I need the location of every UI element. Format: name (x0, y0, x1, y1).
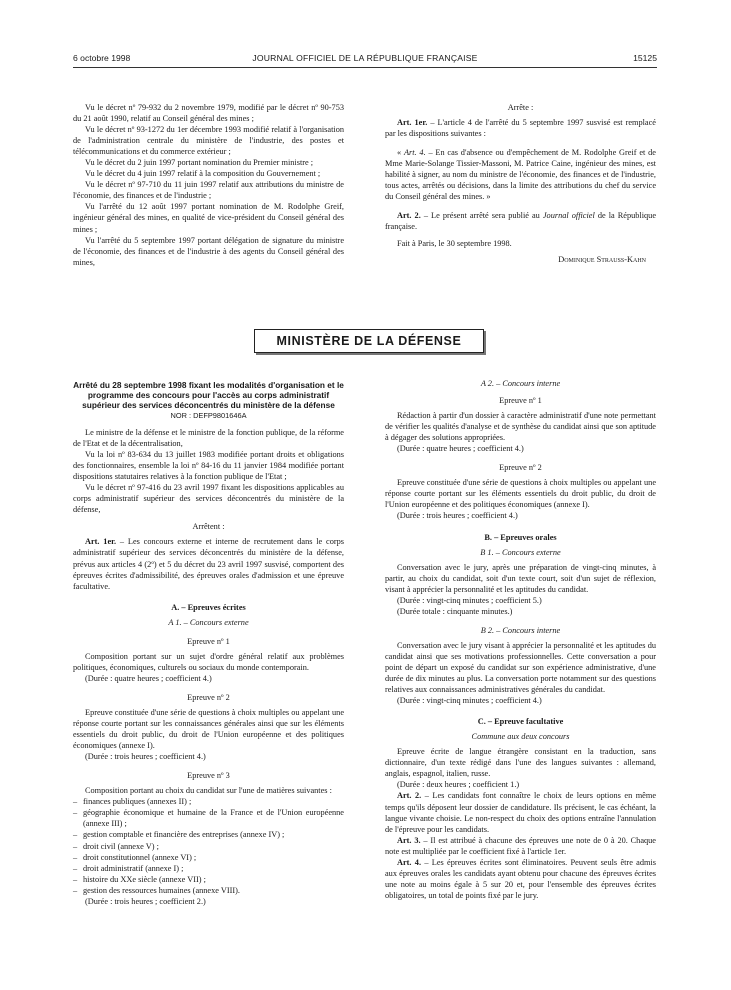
article-label: Art. 2. (397, 211, 421, 221)
intro-paragraph: Vu la loi nº 83-634 du 13 juillet 1983 modifiée portant droits et obligations des fonctionnaires, ensemble la loi nº 84-16 du 11 janvier 1984 modifiée portant dispositions statutaires relatives à la fonction publique de l'Etat ; (73, 450, 344, 482)
header-page-number: 15125 (633, 53, 657, 63)
epreuve-title: Epreuve nº 2 (187, 692, 230, 702)
article-2: Art. 2. – Le présent arrêté sera publié au Journal officiel de la République française. (385, 211, 657, 232)
visa-paragraph: Vu le décret du 2 juin 1997 portant nomination du Premier ministre ; (85, 158, 314, 168)
epreuve-duree: (Durée : trois heures ; coefficient 4.) (397, 511, 518, 521)
article-label: Art. 1er. (397, 118, 428, 128)
epreuve-text: Composition portant sur un sujet d'ordre général relatif aux problèmes politiques, économiques, culturels ou sociaux du monde contemporain. (73, 651, 344, 672)
right-top-column (385, 102, 656, 265)
list-item: – droit civil (annexe V) ; (73, 841, 344, 852)
list-item: – gestion des ressources humaines (annexe VIII). (73, 885, 344, 896)
epreuve-duree: (Durée : vingt-cinq minutes ; coefficient 5.) (397, 595, 542, 605)
signature: Dominique Strauss-Kahn (558, 254, 646, 264)
visa-paragraph: Vu le décret nº 97-710 du 11 juin 1997 relatif aux attributions du ministre de l'économie, des finances et de l'industrie ; (73, 180, 344, 201)
epreuve-duree: (Durée : trois heures ; coefficient 2.) (85, 896, 206, 906)
epreuve-duree-totale: (Durée totale : cinquante minutes.) (397, 606, 513, 616)
subsection-heading: A 2. – Concours interne (480, 379, 561, 388)
page-header (73, 53, 657, 67)
visa-paragraph: Vu le décret du 4 juin 1997 relatif à la composition du Gouvernement ; (85, 169, 321, 179)
epreuve-title: Epreuve nº 1 (499, 396, 542, 406)
visa-paragraph: Vu l'arrêté du 5 septembre 1997 portant délégation de signature du ministre de l'économie, des finances et de l'industrie à des agents du Conseil général des mines, (73, 235, 344, 267)
list-item: – droit administratif (annexe I) ; (73, 863, 344, 874)
arretent-heading: Arrêtent : (192, 522, 225, 532)
epreuve-text: Conversation avec le jury visant à apprécier la personnalité et les aptitudes du candidat ainsi que ses motivations professionnelles. Cette conversation a pour point de départ un exposé du candidat sur son expérience administrative, d'une durée de dix minutes au plus. La conversation porte notamment sur des questions relatives aux connaissances administratives générales du candidat. (385, 640, 656, 695)
epreuve-title: Epreuve nº 3 (187, 771, 230, 781)
intro-paragraph: Vu le décret nº 97-416 du 23 avril 1997 fixant les dispositions applicables au corps administratif supérieur des services déconcentrés du ministère de la défense, (73, 483, 344, 515)
epreuve-duree: (Durée : quatre heures ; coefficient 4.) (85, 673, 212, 683)
epreuve-text: Conversation avec le jury, après une préparation de vingt-cinq minutes, à partir, au choix du candidat, soit d'un texte court, soit d'un sujet de réflexion, visant à apprécier la personnalité et les aptitudes du candidat. (385, 562, 656, 594)
header-date: 6 octobre 1998 (73, 53, 131, 63)
article-label: Art. 1er. (85, 537, 117, 547)
article-4-quote: « Art. 4. – En cas d'absence ou d'empêchement de M. Rodolphe Greif et de Mme Marie-Solange Tissier-Massoni, M. Patrice Caine, ingénieur des mines, est habilité à signer, au nom du ministre de l'économie, des finances et de l'industrie, tous actes, arrêtés ou décisions, dans la limite des attributions du chef du service du Conseil général des mines. » (385, 148, 656, 202)
article-label: Art. 2. (397, 791, 422, 801)
list-item: – finances publiques (annexes II) ; (73, 796, 344, 807)
left-top-column (73, 102, 344, 268)
subject-list (73, 796, 344, 895)
header-rule (73, 67, 657, 68)
article-label: Art. 3. (397, 835, 421, 845)
subsection-heading: B 1. – Concours externe (480, 547, 561, 557)
subsection-heading: B 2. – Concours interne (480, 625, 561, 635)
epreuve-duree: (Durée : quatre heures ; coefficient 4.) (397, 444, 524, 454)
article-label: Art. 4. (403, 148, 426, 158)
arrete-heading: Arrête : (507, 103, 534, 112)
list-item: – géographie économique et humaine de la France et de l'Union européenne (annexe III) ; (73, 807, 344, 829)
epreuve-text: Epreuve constituée d'une série de questions à choix multiples ou appelant une réponse courte portant sur les connaissances générales ainsi que sur les éléments essentiels du droit public, du droit de l'Union européenne et des politiques économiques (annexe I). (73, 707, 344, 751)
epreuve-text: Epreuve écrite de langue étrangère consistant en la traduction, sans dictionnaire, d'un texte rédigé dans l'une des langues suivantes : allemand, anglais, espagnol, italien, russe. (385, 747, 656, 779)
left-main-column (73, 380, 344, 907)
epreuve-title: Epreuve nº 1 (187, 636, 230, 646)
list-item: – droit constitutionnel (annexe VI) ; (73, 852, 344, 863)
epreuve-duree: (Durée : trois heures ; coefficient 4.) (85, 752, 206, 762)
epreuve-text: Composition portant au choix du candidat sur l'une de matières suivantes : (85, 786, 332, 796)
article-1: Art. 1er. – Les concours externe et interne de recrutement dans le corps administratif supérieur des services déconcentrés du ministère de la défense, prévus aux articles 4 (2º) et 5 du décret du 23 avril 1997 susvisé, comportent des épreuves écrites d'admissibilité, des épreuves orales d'admission et une épreuve facultative. (73, 537, 344, 591)
ministry-heading-box: MINISTÈRE DE LA DÉFENSE (254, 329, 484, 353)
article-3: Art. 3. – Il est attribué à chacune des épreuves une note de 0 à 20. Chaque note est multipliée par le coefficient fixé à l'article 1er. (385, 835, 656, 856)
nor-reference: NOR : DEFP9801646A (170, 411, 247, 420)
epreuve-duree: (Durée : deux heures ; coefficient 1.) (397, 780, 520, 790)
epreuve-text: Epreuve constituée d'une série de questions à choix multiples ou appelant une réponse courte portant sur les éléments essentiels du droit public, du droit de l'Union européenne et des politiques économiques (annexe I). (385, 478, 656, 510)
epreuve-duree: (Durée : vingt-cinq minutes ; coefficient 4.) (397, 696, 542, 706)
epreuve-title: Epreuve nº 2 (499, 463, 542, 473)
visa-paragraph: Vu l'arrêté du 12 août 1997 portant nomination de M. Rodolphe Greif, ingénieur général des mines, en qualité de vice-président du Conseil général des mines ; (73, 202, 344, 234)
article-label: Art. 4. (397, 857, 422, 867)
header-journal-title: JOURNAL OFFICIEL DE LA RÉPUBLIQUE FRANÇAISE (252, 53, 478, 63)
visa-paragraph: Vu le décret nº 79-932 du 2 novembre 1979, modifié par le décret nº 90-753 du 21 août 1990, relatif au Conseil général des mines ; (73, 103, 344, 124)
epreuve-text: Rédaction à partir d'un dossier à caractère administratif d'une note permettant de vérifier les qualités d'analyse et de synthèse du candidat ainsi que son aptitude à dégager des solutions appropriées. (385, 411, 656, 443)
section-heading: B. – Epreuves orales (484, 532, 557, 542)
decree-title: Arrêté du 28 septembre 1998 fixant les modalités d'organisation et le programme des concours pour l'accès au corps administratif supérieur des services déconcentrés du ministère de la défense (73, 380, 344, 410)
list-item: – histoire du XXe siècle (annexe VII) ; (73, 874, 344, 885)
visa-paragraph: Vu le décret nº 93-1272 du 1er décembre 1993 modifié relatif à l'organisation de l'administration centrale du ministère de l'industrie, des postes et télécommunications et du commerce extérieur ; (73, 125, 344, 157)
right-main-column (385, 378, 656, 901)
article-4: Art. 4. – Les épreuves écrites sont éliminatoires. Peuvent seuls être admis aux épreuves orales les candidats ayant obtenu pour chacune des épreuves écrites une note au moins égale à 5 sur 20 et, pour l'ensemble des épreuves écrites obligatoires, un total de points fixé par le jury. (385, 857, 656, 900)
subsection-heading: A 1. – Concours externe (168, 617, 249, 627)
article-2: Art. 2. – Les candidats font connaître le choix de leurs options en même temps qu'ils déposent leur dossier de candidature. Ils précisent, le cas échéant, la langue vivante choisie. Le non-respect du choix des options entraîne l'annulation de l'épreuve pour les candidats. (385, 791, 656, 834)
section-heading: C. – Epreuve facultative (477, 717, 564, 727)
article-1: Art. 1er. – L'article 4 de l'arrêté du 5 septembre 1997 susvisé est remplacé par les dispositions suivantes : (385, 118, 656, 139)
subsection-heading: Commune aux deux concours (471, 732, 570, 742)
list-item: – gestion comptable et financière des entreprises (annexe IV) ; (73, 829, 344, 840)
fait-a-paris: Fait à Paris, le 30 septembre 1998. (397, 239, 512, 249)
intro-paragraph: Le ministre de la défense et le ministre de la fonction publique, de la réforme de l'Etat et de la décentralisation, (73, 428, 344, 449)
section-heading: A. – Epreuves écrites (171, 602, 246, 612)
